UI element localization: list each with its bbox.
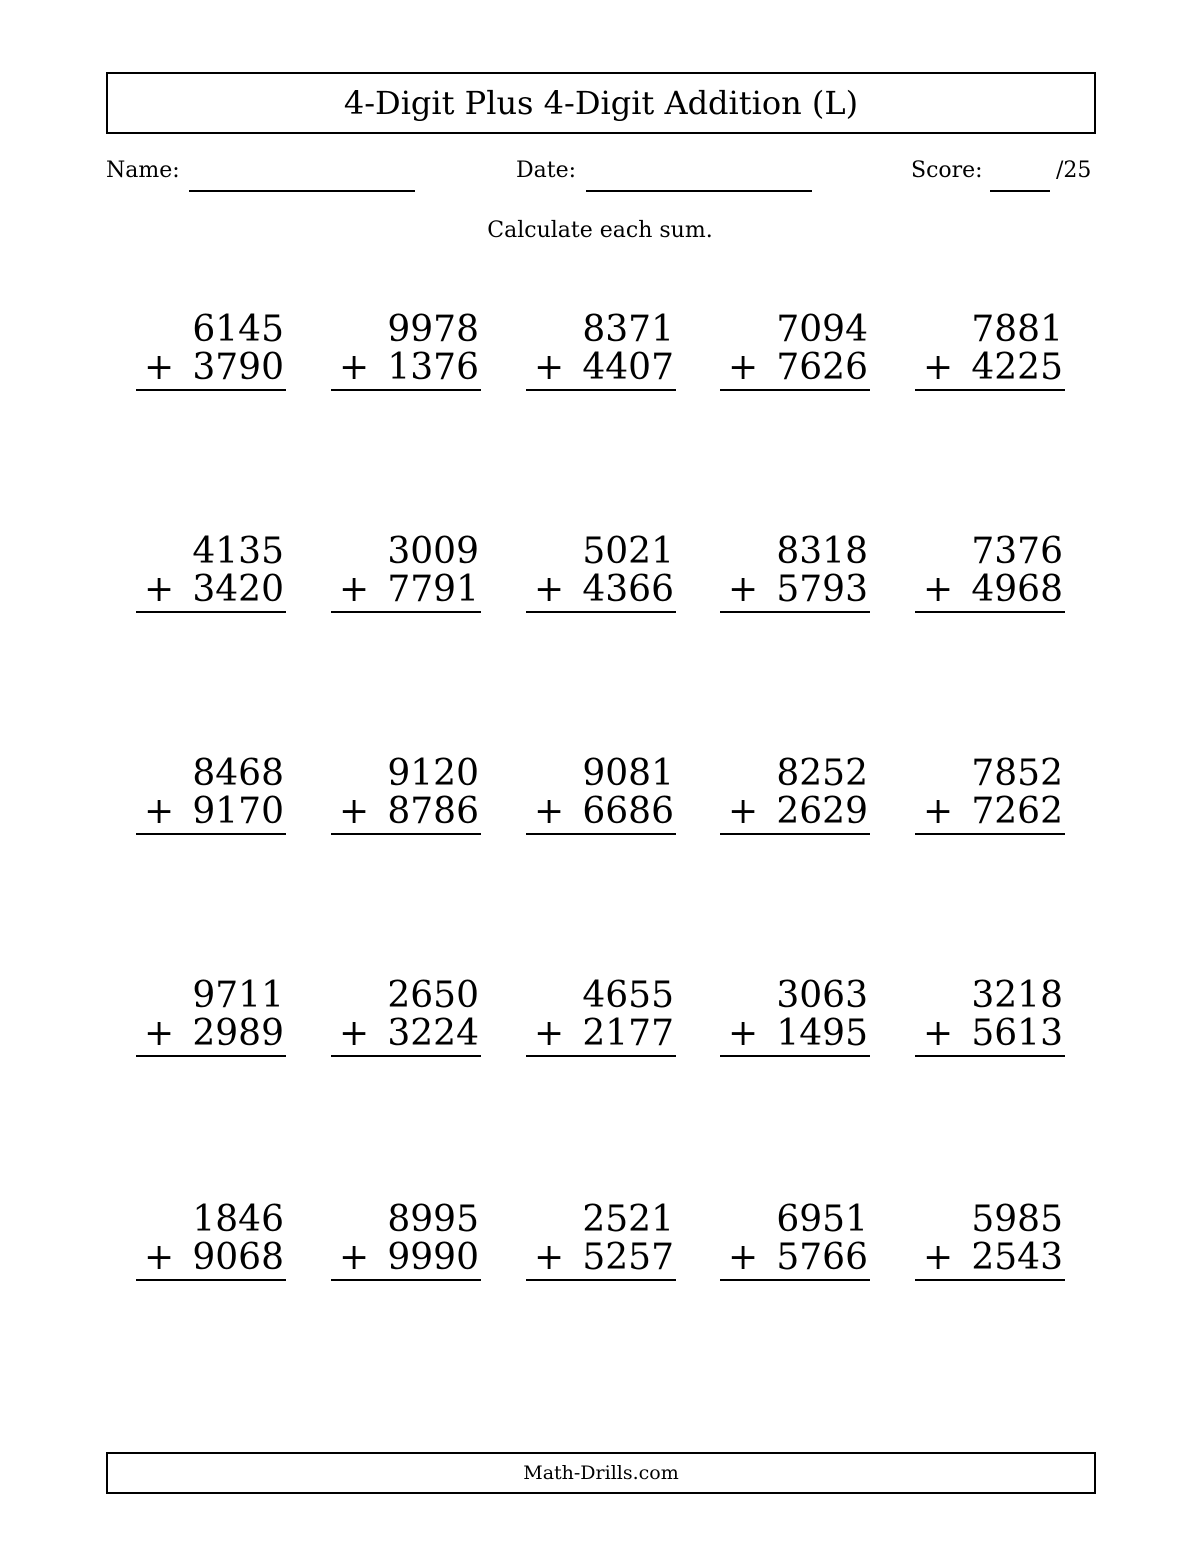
instructions-text: Calculate each sum. — [487, 218, 713, 243]
addend-bottom: 3224 — [387, 1013, 479, 1054]
addition-problem — [136, 533, 286, 613]
addend-bottom-row — [526, 1239, 676, 1277]
addend-top: 4135 — [192, 531, 284, 572]
plus-operator: + — [339, 791, 370, 832]
plus-operator: + — [923, 1013, 954, 1054]
name-label: Name: — [106, 158, 180, 183]
answer-line[interactable] — [136, 1279, 286, 1281]
addend-bottom: 7626 — [776, 347, 868, 388]
addend-bottom-row — [720, 793, 870, 831]
plus-operator: + — [339, 569, 370, 610]
answer-line[interactable] — [720, 1055, 870, 1057]
addition-problem — [915, 311, 1065, 391]
addend-top: 9081 — [582, 753, 674, 794]
addition-problem — [136, 755, 286, 835]
addend-bottom: 5257 — [582, 1237, 674, 1278]
addend-bottom-row — [720, 1015, 870, 1053]
addition-problem — [526, 755, 676, 835]
addend-top: 9978 — [387, 309, 479, 350]
addend-top: 7094 — [776, 309, 868, 350]
addition-problem — [331, 1201, 481, 1281]
addend-bottom: 7262 — [971, 791, 1063, 832]
addend-bottom: 4407 — [582, 347, 674, 388]
addend-top: 3009 — [387, 531, 479, 572]
plus-operator: + — [144, 347, 175, 388]
answer-line[interactable] — [136, 611, 286, 613]
answer-line[interactable] — [331, 389, 481, 391]
addition-problem — [720, 1201, 870, 1281]
answer-line[interactable] — [136, 1055, 286, 1057]
addend-bottom-row — [331, 793, 481, 831]
addend-bottom: 5613 — [971, 1013, 1063, 1054]
addend-bottom-row — [720, 571, 870, 609]
addend-bottom-row — [526, 571, 676, 609]
plus-operator: + — [339, 1013, 370, 1054]
addend-bottom-row — [331, 1239, 481, 1277]
answer-line[interactable] — [331, 833, 481, 835]
addend-top: 8318 — [776, 531, 868, 572]
addition-problem — [915, 977, 1065, 1057]
date-blank[interactable] — [586, 190, 812, 192]
addend-bottom: 5793 — [776, 569, 868, 610]
addend-bottom-row — [720, 349, 870, 387]
addend-top: 9120 — [387, 753, 479, 794]
addend-bottom-row — [331, 1015, 481, 1053]
plus-operator: + — [534, 1013, 565, 1054]
score-label: Score: — [911, 158, 983, 183]
answer-line[interactable] — [331, 1279, 481, 1281]
addend-bottom-row — [915, 349, 1065, 387]
addition-problem — [720, 977, 870, 1057]
addend-bottom: 9068 — [192, 1237, 284, 1278]
plus-operator: + — [339, 1237, 370, 1278]
answer-line[interactable] — [526, 611, 676, 613]
addend-top: 9711 — [192, 975, 284, 1016]
addend-top: 8468 — [192, 753, 284, 794]
addition-problem — [915, 1201, 1065, 1281]
addend-top: 7881 — [971, 309, 1063, 350]
addend-bottom: 4225 — [971, 347, 1063, 388]
answer-line[interactable] — [720, 833, 870, 835]
plus-operator: + — [728, 1237, 759, 1278]
addend-top: 3218 — [971, 975, 1063, 1016]
addend-top: 6145 — [192, 309, 284, 350]
addition-problem — [331, 311, 481, 391]
answer-line[interactable] — [720, 389, 870, 391]
plus-operator: + — [923, 569, 954, 610]
addend-bottom: 2177 — [582, 1013, 674, 1054]
score-blank[interactable] — [990, 190, 1050, 192]
addend-bottom-row — [136, 571, 286, 609]
addend-bottom: 7791 — [387, 569, 479, 610]
addend-bottom: 4968 — [971, 569, 1063, 610]
score-total: /25 — [1056, 158, 1092, 183]
plus-operator: + — [728, 791, 759, 832]
addition-problem — [720, 755, 870, 835]
addend-bottom: 5766 — [776, 1237, 868, 1278]
plus-operator: + — [728, 569, 759, 610]
answer-line[interactable] — [720, 611, 870, 613]
addend-bottom-row — [331, 349, 481, 387]
answer-line[interactable] — [915, 1055, 1065, 1057]
plus-operator: + — [534, 569, 565, 610]
addition-problem — [136, 311, 286, 391]
addend-bottom: 1376 — [387, 347, 479, 388]
footer-text: Math-Drills.com — [523, 1462, 679, 1484]
answer-line[interactable] — [915, 833, 1065, 835]
addend-bottom: 3420 — [192, 569, 284, 610]
plus-operator: + — [534, 347, 565, 388]
answer-line[interactable] — [331, 1055, 481, 1057]
addition-problem — [526, 1201, 676, 1281]
addend-top: 1846 — [192, 1199, 284, 1240]
worksheet-title-text: 4-Digit Plus 4-Digit Addition (L) — [343, 84, 859, 122]
plus-operator: + — [728, 347, 759, 388]
addend-top: 3063 — [776, 975, 868, 1016]
footer — [106, 1452, 1096, 1494]
addend-bottom-row — [331, 571, 481, 609]
answer-line[interactable] — [526, 389, 676, 391]
addend-bottom-row — [915, 571, 1065, 609]
addition-problem — [526, 533, 676, 613]
addition-problem — [915, 755, 1065, 835]
plus-operator: + — [144, 1013, 175, 1054]
answer-line[interactable] — [136, 833, 286, 835]
addend-bottom-row — [720, 1239, 870, 1277]
addition-problem — [331, 533, 481, 613]
answer-line[interactable] — [136, 389, 286, 391]
addend-top: 5021 — [582, 531, 674, 572]
addition-problem — [331, 977, 481, 1057]
addend-top: 8371 — [582, 309, 674, 350]
addend-top: 2521 — [582, 1199, 674, 1240]
instructions — [0, 215, 1200, 247]
addend-top: 7852 — [971, 753, 1063, 794]
answer-line[interactable] — [720, 1279, 870, 1281]
answer-line[interactable] — [915, 611, 1065, 613]
plus-operator: + — [728, 1013, 759, 1054]
addend-bottom-row — [915, 1015, 1065, 1053]
addition-problem — [136, 1201, 286, 1281]
addition-problem — [526, 977, 676, 1057]
addend-bottom-row — [136, 1239, 286, 1277]
addend-bottom: 1495 — [776, 1013, 868, 1054]
addend-bottom-row — [915, 793, 1065, 831]
addend-bottom: 6686 — [582, 791, 674, 832]
plus-operator: + — [923, 791, 954, 832]
addition-problem — [720, 533, 870, 613]
answer-line[interactable] — [915, 389, 1065, 391]
addend-bottom-row — [915, 1239, 1065, 1277]
answer-line[interactable] — [526, 1055, 676, 1057]
addend-top: 5985 — [971, 1199, 1063, 1240]
plus-operator: + — [144, 1237, 175, 1278]
addend-bottom: 8786 — [387, 791, 479, 832]
plus-operator: + — [534, 791, 565, 832]
plus-operator: + — [534, 1237, 565, 1278]
plus-operator: + — [144, 569, 175, 610]
answer-line[interactable] — [331, 611, 481, 613]
addend-bottom: 3790 — [192, 347, 284, 388]
addend-top: 6951 — [776, 1199, 868, 1240]
worksheet-title — [106, 72, 1096, 134]
addition-problem — [915, 533, 1065, 613]
addition-problem — [136, 977, 286, 1057]
addend-bottom-row — [526, 1015, 676, 1053]
addend-bottom: 9990 — [387, 1237, 479, 1278]
addend-top: 4655 — [582, 975, 674, 1016]
addend-top: 8995 — [387, 1199, 479, 1240]
addend-top: 7376 — [971, 531, 1063, 572]
addend-bottom: 9170 — [192, 791, 284, 832]
addend-bottom-row — [526, 349, 676, 387]
addend-top: 8252 — [776, 753, 868, 794]
plus-operator: + — [144, 791, 175, 832]
addition-problem — [720, 311, 870, 391]
answer-line[interactable] — [526, 1279, 676, 1281]
addend-bottom: 2989 — [192, 1013, 284, 1054]
answer-line[interactable] — [526, 833, 676, 835]
plus-operator: + — [923, 1237, 954, 1278]
addend-bottom-row — [136, 1015, 286, 1053]
answer-line[interactable] — [915, 1279, 1065, 1281]
addend-bottom: 2543 — [971, 1237, 1063, 1278]
addend-bottom-row — [526, 793, 676, 831]
addend-bottom-row — [136, 793, 286, 831]
addend-bottom: 4366 — [582, 569, 674, 610]
addition-problem — [331, 755, 481, 835]
addend-bottom-row — [136, 349, 286, 387]
plus-operator: + — [923, 347, 954, 388]
addend-top: 2650 — [387, 975, 479, 1016]
addition-problem — [526, 311, 676, 391]
addend-bottom: 2629 — [776, 791, 868, 832]
date-label: Date: — [516, 158, 577, 183]
name-blank[interactable] — [189, 190, 415, 192]
plus-operator: + — [339, 347, 370, 388]
